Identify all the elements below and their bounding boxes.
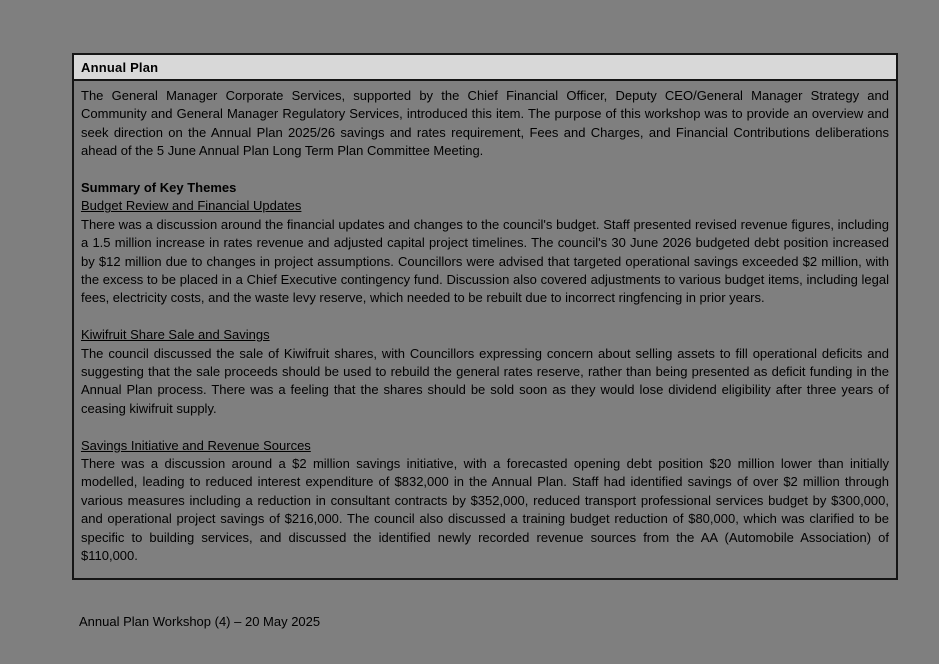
annual-plan-table bbox=[72, 53, 898, 580]
summary-of-key-themes-heading: Summary of Key Themes bbox=[81, 180, 237, 196]
table-header-title: Annual Plan bbox=[81, 59, 159, 75]
section-heading-budget-review: Budget Review and Financial Updates bbox=[81, 198, 302, 214]
section-heading-savings-initiative: Savings Initiative and Revenue Sources bbox=[81, 437, 311, 453]
table-header-row bbox=[74, 55, 896, 81]
table-body-cell bbox=[74, 81, 896, 578]
footer-caption: Annual Plan Workshop (4) – 20 May 2025 bbox=[79, 614, 321, 629]
intro-paragraph: The General Manager Corporate Services, supported by the Chief Financial Officer, Deputy CEO/General Manager Strategy and Community and General Manager Regulatory Services, introduced this item. The purpose of this workshop was to provide an overview and seek direction on the Annual Plan 2025/26 savings and rates requirement, Fees and Charges, and Financial Contributions deliberations ahead of the 5 June Annual Plan Long Term Plan Committee Meeting. bbox=[81, 88, 889, 159]
section-body-savings-initiative: There was a discussion around a $2 million savings initiative, with a forecasted opening debt position $20 million lower than initially modelled, leading to reduced interest expenditure of $832,000 in the Annual Plan. Staff had identified savings of over $2 million through various measures including a reduction in consultant contracts by $352,000, reduced transport professional services budget by $300,000, and operational project savings of $216,000. The council also discussed a training budget reduction of $80,000, which was clarified to be specific to building services, and discussed the identified newly recorded revenue sources from the AA (Automobile Association) of $110,000. bbox=[81, 456, 889, 564]
section-heading-kiwifruit: Kiwifruit Share Sale and Savings bbox=[81, 327, 270, 343]
section-body-kiwifruit: The council discussed the sale of Kiwifruit shares, with Councillors expressing concern about selling assets to fill operational deficits and suggesting that the sale proceeds should be used to rebuild the general rates reserve, rather than being presented as deficit funding in the Annual Plan process. There was a feeling that the shares should be sold soon as they would lose dividend eligibility after three years of ceasing kiwifruit supply. bbox=[81, 345, 889, 416]
section-body-budget-review: There was a discussion around the financial updates and changes to the council's budget. Staff presented revised revenue figures, including a 1.5 million increase in rates revenue and adjusted capital project timelines. The council's 30 June 2026 budgeted debt position increased by $12 million due to changes in project assumptions. Councillors were advised that targeted operational savings exceeded $2 million, with the excess to be placed in a Chief Executive contingency fund. Discussion also covered adjustments to various budget items, including legal fees, electricity costs, and the waste levy reserve, which needed to be rebuilt due to incorrect ringfencing in prior years. bbox=[81, 216, 889, 306]
